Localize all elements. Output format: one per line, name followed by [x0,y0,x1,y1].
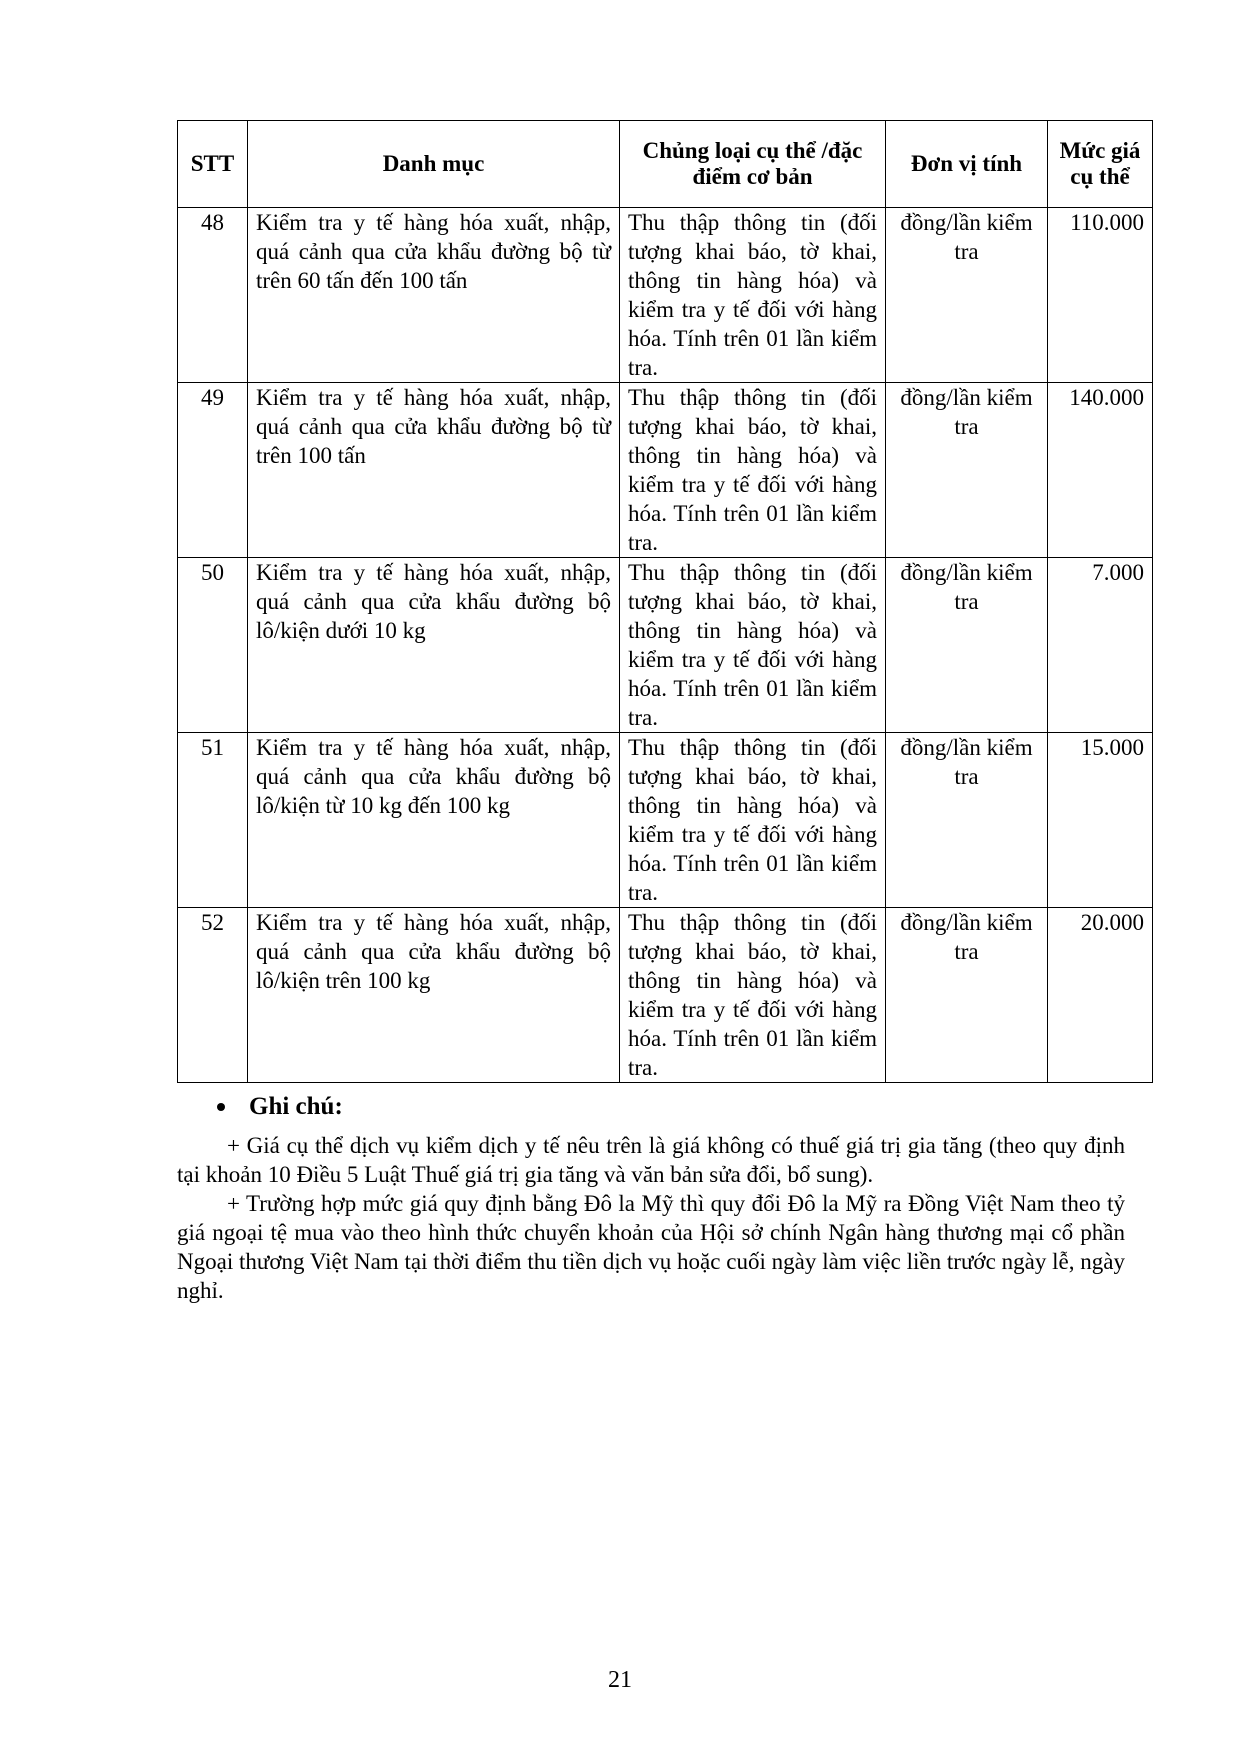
notes-section [177,1092,1125,1305]
row-unit: đồng/lần kiểm tra [886,383,1048,558]
table-row [178,383,1153,558]
row-name: Kiểm tra y tế hàng hóa xuất, nhập, quá cảnh qua cửa khẩu đường bộ lô/kiện dưới 10 kg [248,558,620,733]
row-stt: 49 [178,383,248,558]
row-name: Kiểm tra y tế hàng hóa xuất, nhập, quá cảnh qua cửa khẩu đường bộ từ trên 60 tấn đến 100 tấn [248,208,620,383]
table-row [178,208,1153,383]
page-number: 21 [608,1667,632,1693]
price-table [177,120,1153,1083]
row-stt: 48 [178,208,248,383]
row-stt: 52 [178,908,248,1083]
header-name: Danh mục [248,121,620,208]
row-desc: Thu thập thông tin (đối tượng khai báo, tờ khai, thông tin hàng hóa) và kiểm tra y tế đối với hàng hóa. Tính trên 01 lần kiểm tra. [620,208,886,383]
row-price: 7.000 [1048,558,1153,733]
notes-title: Ghi chú: [249,1093,343,1120]
row-desc: Thu thập thông tin (đối tượng khai báo, tờ khai, thông tin hàng hóa) và kiểm tra y tế đối với hàng hóa. Tính trên 01 lần kiểm tra. [620,383,886,558]
header-desc: Chủng loại cụ thể /đặc điểm cơ bản [620,121,886,208]
table-row [178,558,1153,733]
row-desc: Thu thập thông tin (đối tượng khai báo, tờ khai, thông tin hàng hóa) và kiểm tra y tế đối với hàng hóa. Tính trên 01 lần kiểm tra. [620,908,886,1083]
row-price: 15.000 [1048,733,1153,908]
row-desc: Thu thập thông tin (đối tượng khai báo, tờ khai, thông tin hàng hóa) và kiểm tra y tế đối với hàng hóa. Tính trên 01 lần kiểm tra. [620,733,886,908]
row-unit: đồng/lần kiểm tra [886,908,1048,1083]
row-stt: 50 [178,558,248,733]
row-unit: đồng/lần kiểm tra [886,558,1048,733]
notes-heading [177,1092,1125,1121]
row-price: 140.000 [1048,383,1153,558]
note-paragraph: + Giá cụ thể dịch vụ kiểm dịch y tế nêu trên là giá không có thuế giá trị gia tăng (theo quy định tại khoản 10 Điều 5 Luật Thuế giá trị gia tăng và văn bản sửa đổi, bổ sung). [177,1133,1125,1187]
row-name: Kiểm tra y tế hàng hóa xuất, nhập, quá cảnh qua cửa khẩu đường bộ lô/kiện từ 10 kg đến 100 kg [248,733,620,908]
row-unit: đồng/lần kiểm tra [886,208,1048,383]
row-desc: Thu thập thông tin (đối tượng khai báo, tờ khai, thông tin hàng hóa) và kiểm tra y tế đối với hàng hóa. Tính trên 01 lần kiểm tra. [620,558,886,733]
note-paragraph: + Trường hợp mức giá quy định bằng Đô la Mỹ thì quy đổi Đô la Mỹ ra Đồng Việt Nam theo tỷ giá ngoại tệ mua vào theo hình thức chuyển khoản của Hội sở chính Ngân hàng thương mại cổ phần Ngoại thương Việt Nam tại thời điểm thu tiền dịch vụ hoặc cuối ngày làm việc liền trước ngày lễ, ngày nghỉ. [177,1191,1125,1303]
table-row [178,733,1153,908]
header-stt: STT [178,121,248,208]
row-name: Kiểm tra y tế hàng hóa xuất, nhập, quá cảnh qua cửa khẩu đường bộ từ trên 100 tấn [248,383,620,558]
row-price: 110.000 [1048,208,1153,383]
header-price: Mức giá cụ thể [1048,121,1153,208]
row-stt: 51 [178,733,248,908]
row-price: 20.000 [1048,908,1153,1083]
row-unit: đồng/lần kiểm tra [886,733,1048,908]
table-row [178,908,1153,1083]
bullet-icon [217,1103,225,1111]
header-unit: Đơn vị tính [886,121,1048,208]
table-header-row [178,121,1153,208]
row-name: Kiểm tra y tế hàng hóa xuất, nhập, quá cảnh qua cửa khẩu đường bộ lô/kiện trên 100 kg [248,908,620,1083]
